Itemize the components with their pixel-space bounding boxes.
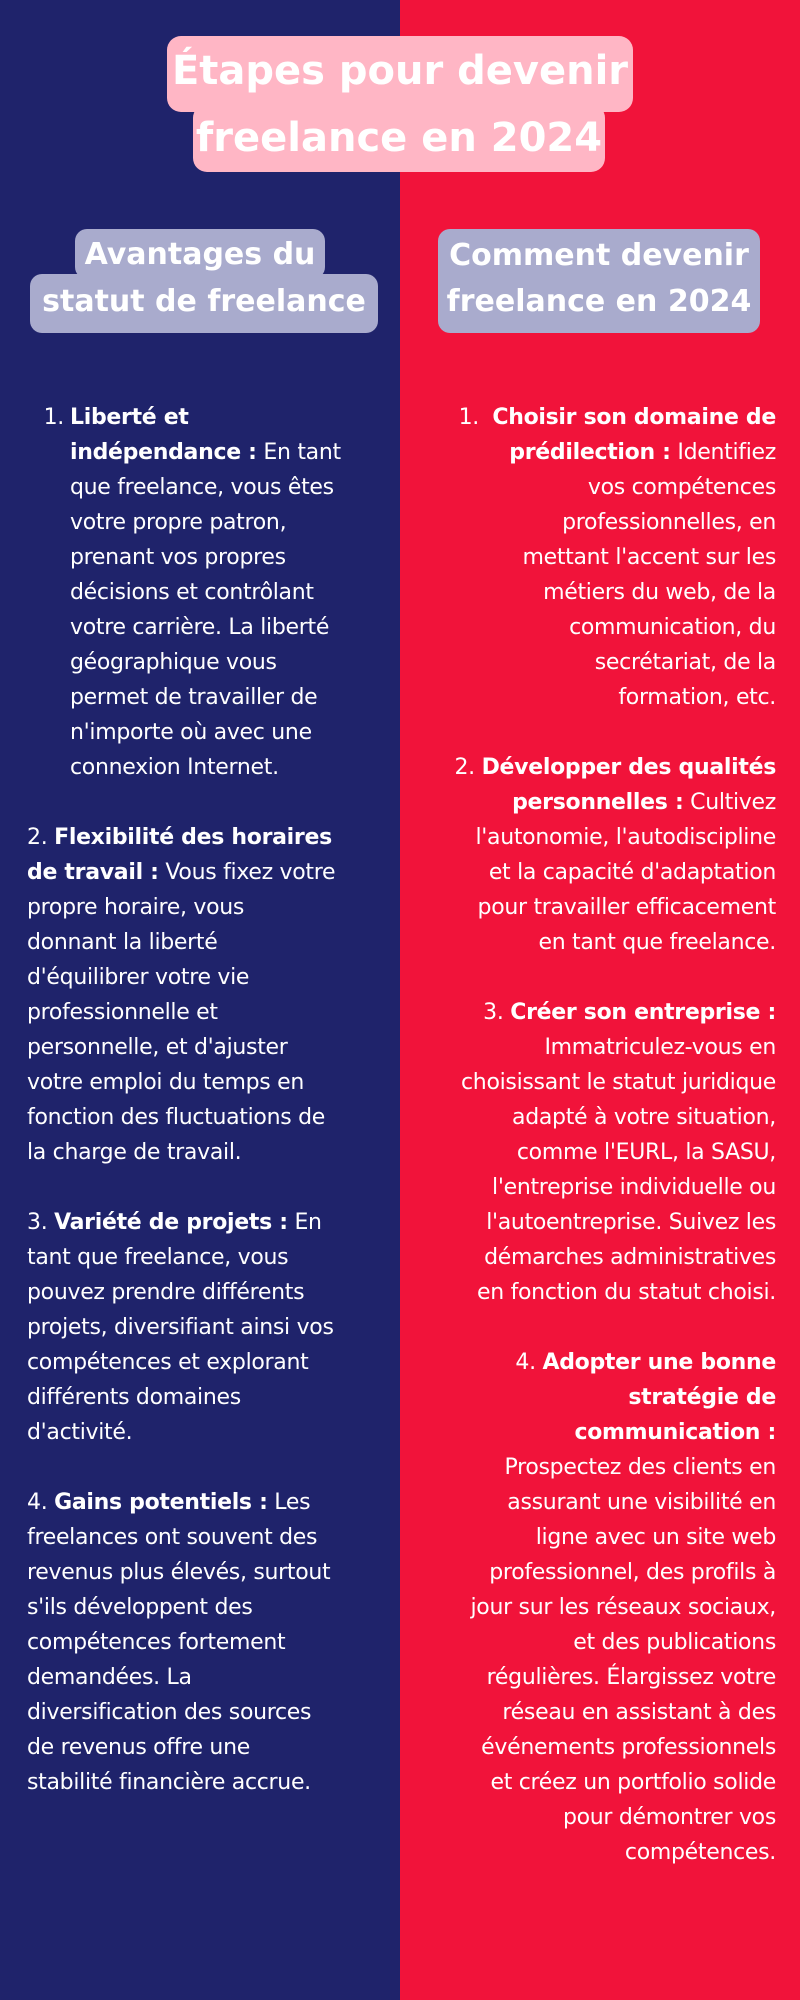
text-line	[420, 925, 776, 960]
text-line	[27, 1625, 387, 1660]
text-line	[420, 890, 776, 925]
text-line	[27, 1695, 387, 1730]
text-line	[420, 1170, 776, 1205]
item-number: 1.	[43, 405, 64, 430]
text-line	[27, 505, 387, 540]
text-line	[27, 1415, 387, 1450]
text-line	[420, 505, 776, 540]
item-body-text: projets, diversifiant ainsi vos	[27, 1315, 334, 1340]
text-line	[420, 400, 776, 435]
item-body-text: Identifiez	[670, 440, 776, 465]
text-line	[27, 925, 387, 960]
item-body-text: et des publications	[573, 1630, 776, 1655]
text-line	[420, 1660, 776, 1695]
item-body-text: revenus plus élevés, surtout	[27, 1560, 331, 1585]
item-title-text: Variété de projets :	[54, 1210, 288, 1235]
item-body-text: différents domaines	[27, 1385, 241, 1410]
item-title-text: Adopter une bonne	[542, 1350, 776, 1375]
text-line	[27, 435, 387, 470]
advantage-item-1	[27, 400, 387, 785]
left-heading-line-1: Avantages du	[75, 229, 325, 279]
item-body-text: professionnelles, en	[562, 510, 776, 535]
item-body-text: pouvez prendre différents	[27, 1280, 305, 1305]
text-line	[420, 1835, 776, 1870]
text-line	[420, 575, 776, 610]
item-title-text: Liberté et	[70, 405, 189, 430]
text-line	[27, 540, 387, 575]
item-body-text: l'autonomie, l'autodiscipline	[475, 825, 776, 850]
item-body-text: régulières. Élargissez votre	[486, 1665, 776, 1690]
text-line	[420, 1275, 776, 1310]
item-number: 1.	[458, 405, 493, 430]
item-body-text: l'entreprise individuelle ou	[492, 1175, 776, 1200]
text-line	[420, 1765, 776, 1800]
item-body-text: réseau en assistant à des	[502, 1700, 776, 1725]
step-item-1	[420, 400, 776, 715]
item-body-text: demandées. La	[27, 1665, 192, 1690]
text-line	[27, 1065, 387, 1100]
text-line	[27, 575, 387, 610]
item-title-text: de travail :	[27, 860, 159, 885]
item-body-text: tant que freelance, vous	[27, 1245, 289, 1270]
text-line	[27, 610, 387, 645]
item-body-text: Prospectez des clients en	[504, 1455, 776, 1480]
item-body-text: n'importe où avec une	[70, 720, 312, 745]
text-line	[27, 1380, 387, 1415]
text-line	[27, 1730, 387, 1765]
text-line	[420, 1800, 776, 1835]
text-line	[420, 1065, 776, 1100]
item-body-text: permet de travailler de	[70, 685, 318, 710]
item-body-text: communication, du	[569, 615, 776, 640]
text-line	[420, 1345, 776, 1380]
text-line	[27, 1520, 387, 1555]
text-line	[27, 645, 387, 680]
item-body-text: s'ils développent des	[27, 1595, 253, 1620]
item-title-text: Gains potentiels :	[54, 1490, 268, 1515]
advantage-item-4	[27, 1485, 387, 1800]
item-title-text: personnelles :	[512, 790, 684, 815]
item-body-text: votre emploi du temps en	[27, 1070, 304, 1095]
advantage-item-2	[27, 820, 387, 1170]
item-body-text: personnelle, et d'ajuster	[27, 1035, 288, 1060]
text-line	[27, 1205, 387, 1240]
text-line	[420, 1030, 776, 1065]
item-body-text: de revenus offre une	[27, 1735, 250, 1760]
text-line	[420, 1380, 776, 1415]
text-line	[420, 540, 776, 575]
text-line	[420, 785, 776, 820]
item-body-text: formation, etc.	[618, 685, 776, 710]
item-body-text: géographique vous	[70, 650, 277, 675]
item-title-text: prédilection :	[509, 440, 671, 465]
item-title-text: indépendance :	[70, 440, 257, 465]
text-line	[420, 1625, 776, 1660]
item-body-text: et la capacité d'adaptation	[488, 860, 776, 885]
item-title-text: Choisir son domaine de	[492, 405, 776, 430]
text-line	[420, 1590, 776, 1625]
item-body-text: vos compétences	[587, 475, 776, 500]
item-body-text: compétences.	[624, 1840, 776, 1865]
text-line	[420, 855, 776, 890]
text-line	[27, 1345, 387, 1380]
item-body-text: décisions et contrôlant	[70, 580, 314, 605]
item-number: 3.	[27, 1210, 55, 1235]
item-body-text: métiers du web, de la	[543, 580, 776, 605]
text-line	[420, 995, 776, 1030]
text-line	[420, 470, 776, 505]
text-line	[420, 1240, 776, 1275]
right-heading-block	[438, 229, 760, 333]
text-line	[27, 470, 387, 505]
item-body-text: Immatriculez-vous en	[544, 1035, 776, 1060]
text-line	[420, 610, 776, 645]
item-body-text: mettant l'accent sur les	[522, 545, 776, 570]
step-item-4	[420, 1345, 776, 1870]
text-line	[27, 855, 387, 890]
text-line	[27, 1100, 387, 1135]
item-body-text: stabilité financière accrue.	[27, 1770, 311, 1795]
item-body-text: en tant que freelance.	[538, 930, 776, 955]
item-body-text: diversification des sources	[27, 1700, 312, 1725]
text-line	[420, 1100, 776, 1135]
item-number: 2.	[454, 755, 482, 780]
item-body-text: En	[287, 1210, 322, 1235]
item-body-text: Cultivez	[683, 790, 776, 815]
item-body-text: connexion Internet.	[70, 755, 279, 780]
text-line	[420, 1415, 776, 1450]
text-line	[27, 1660, 387, 1695]
text-line	[27, 1485, 387, 1520]
item-body-text: la charge de travail.	[27, 1140, 242, 1165]
item-title-text: communication :	[574, 1420, 776, 1445]
text-line	[420, 1695, 776, 1730]
advantage-item-3	[27, 1205, 387, 1450]
item-body-text: Vous fixez votre	[158, 860, 336, 885]
item-body-text: démarches administratives	[484, 1245, 776, 1270]
text-line	[27, 1765, 387, 1800]
item-body-text: adapté à votre situation,	[512, 1105, 776, 1130]
text-line	[27, 1135, 387, 1170]
item-body-text: freelances ont souvent des	[27, 1525, 318, 1550]
item-body-text: professionnelle et	[27, 1000, 218, 1025]
text-line	[27, 1240, 387, 1275]
item-body-text: et créez un portfolio solide	[490, 1770, 776, 1795]
item-body-text: compétences fortement	[27, 1630, 286, 1655]
item-body-text: d'équilibrer votre vie	[27, 965, 250, 990]
left-heading-line-2: statut de freelance	[30, 274, 378, 333]
text-line	[27, 750, 387, 785]
text-line	[420, 1520, 776, 1555]
item-title-text: stratégie de	[628, 1385, 776, 1410]
text-line	[420, 750, 776, 785]
item-number: 2.	[27, 825, 55, 850]
text-line	[27, 1030, 387, 1065]
step-item-2	[420, 750, 776, 960]
text-line	[27, 400, 387, 435]
right-heading-line-2: freelance en 2024	[446, 284, 752, 319]
item-number: 3.	[483, 1000, 511, 1025]
text-line	[27, 1275, 387, 1310]
text-line	[27, 1310, 387, 1345]
text-line	[27, 960, 387, 995]
item-body-text: donnant la liberté	[27, 930, 218, 955]
item-body-text: professionnel, des profils à	[489, 1560, 776, 1585]
text-line	[420, 1205, 776, 1240]
item-body-text: ligne avec un site web	[535, 1525, 776, 1550]
item-body-text: l'autoentreprise. Suivez les	[486, 1210, 776, 1235]
item-body-text: choisissant le statut juridique	[461, 1070, 776, 1095]
item-body-text: Les	[267, 1490, 311, 1515]
steps-list	[420, 400, 776, 1905]
item-body-text: votre propre patron,	[70, 510, 287, 535]
item-body-text: secrétariat, de la	[594, 650, 776, 675]
text-line	[420, 680, 776, 715]
text-line	[27, 1555, 387, 1590]
text-line	[420, 1730, 776, 1765]
item-body-text: en fonction du statut choisi.	[477, 1280, 776, 1305]
item-body-text: votre carrière. La liberté	[70, 615, 330, 640]
right-heading-line-1: Comment devenir	[449, 238, 749, 273]
item-body-text: propre horaire, vous	[27, 895, 245, 920]
item-body-text: pour travailler efficacement	[477, 895, 776, 920]
item-title-text: Flexibilité des horaires	[54, 825, 332, 850]
item-body-text: assurant une visibilité en	[507, 1490, 776, 1515]
text-line	[27, 1590, 387, 1625]
text-line	[420, 1135, 776, 1170]
text-line	[27, 820, 387, 855]
item-body-text: compétences et explorant	[27, 1350, 309, 1375]
step-item-3	[420, 995, 776, 1310]
item-body-text: En tant	[256, 440, 341, 465]
item-body-text: jour sur les réseaux sociaux,	[470, 1595, 776, 1620]
item-number: 4.	[515, 1350, 543, 1375]
item-body-text: d'activité.	[27, 1420, 133, 1445]
text-line	[27, 680, 387, 715]
text-line	[420, 1485, 776, 1520]
text-line	[27, 715, 387, 750]
text-line	[420, 1450, 776, 1485]
text-line	[420, 645, 776, 680]
item-body-text: prenant vos propres	[70, 545, 286, 570]
item-body-text: comme l'EURL, la SASU,	[516, 1140, 776, 1165]
item-body-text: événements professionnels	[481, 1735, 776, 1760]
text-line	[27, 995, 387, 1030]
item-body-text: pour démontrer vos	[562, 1805, 776, 1830]
item-body-text: que freelance, vous êtes	[70, 475, 334, 500]
item-number: 4.	[27, 1490, 55, 1515]
text-line	[420, 1555, 776, 1590]
text-line	[420, 820, 776, 855]
item-title-text: Créer son entreprise :	[510, 1000, 776, 1025]
item-title-text: Développer des qualités	[481, 755, 776, 780]
item-body-text: fonction des fluctuations de	[27, 1105, 325, 1130]
page-title-line-1: Étapes pour devenir	[167, 36, 633, 112]
page-title-line-2: freelance en 2024	[193, 104, 605, 172]
advantages-list	[27, 400, 387, 1835]
text-line	[420, 435, 776, 470]
text-line	[27, 890, 387, 925]
